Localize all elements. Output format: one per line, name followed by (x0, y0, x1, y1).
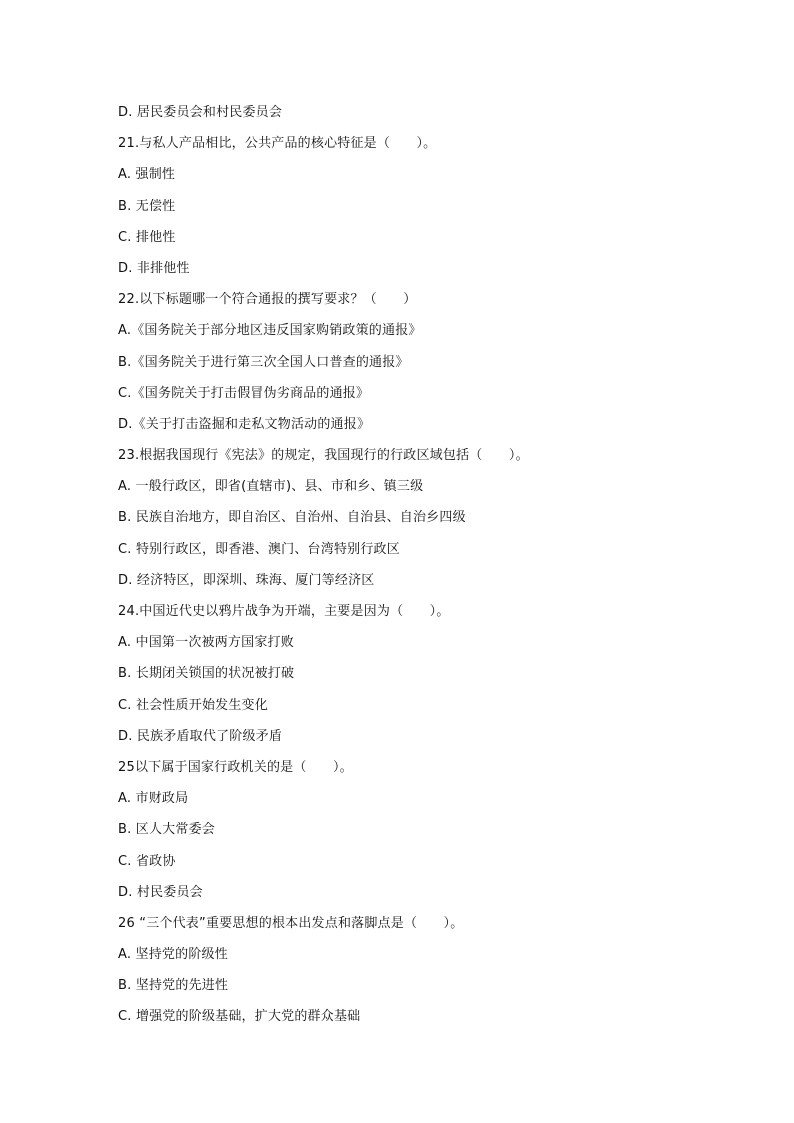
option-line: C. 特别行政区，即香港、澳门、台湾特别行政区 (118, 541, 400, 557)
option-line: A. 市财政局 (118, 791, 189, 807)
option-line: B. 长期闭关锁国的状况被打破 (118, 666, 295, 682)
option-line: C. 社会性质开始发生变化 (118, 697, 268, 713)
option-line: D.《关于打击盗掘和走私文物活动的通报》 (118, 416, 371, 432)
option-line: C. 排他性 (118, 229, 176, 245)
option-line: C.《国务院关于打击假冒伪劣商品的通报》 (118, 385, 370, 401)
question-line: 26 “三个代表”重要思想的根本出发点和落脚点是（ ）。 (118, 915, 464, 931)
question-line: 22.以下标题哪一个符合通报的撰写要求？（ ） (118, 292, 417, 308)
option-line: A. 坚持党的阶级性 (118, 947, 228, 963)
option-line: C. 增强党的阶级基础，扩大党的群众基础 (118, 1009, 361, 1025)
option-line: A. 中国第一次被两方国家打败 (118, 635, 294, 651)
question-line: 23.根据我国现行《宪法》的规定，我国现行的行政区域包括（ ）。 (118, 448, 529, 464)
option-line: A.《国务院关于部分地区违反国家购销政策的通报》 (118, 323, 422, 339)
question-line: 24.中国近代史以鸦片战争为开端，主要是因为（ ）。 (118, 604, 450, 619)
option-line: C. 省政协 (118, 853, 176, 869)
option-line: D. 经济特区，即深圳、珠海、厦门等经济区 (118, 572, 375, 588)
option-line: A. 强制性 (118, 167, 176, 183)
option-line: D. 民族矛盾取代了阶级矛盾 (118, 728, 283, 744)
option-line: B. 区人大常委会 (118, 822, 215, 838)
option-line: B. 无偿性 (118, 198, 176, 214)
option-line: B. 民族自治地方，即自治区、自治州、自治县、自治乡四级 (118, 510, 466, 526)
option-line: B.《国务院关于进行第三次全国人口普查的通报》 (118, 354, 409, 370)
option-line: B. 坚持党的先进性 (118, 978, 229, 994)
question-line: 21.与私人产品相比，公共产品的核心特征是（ ）。 (118, 136, 437, 152)
option-line: A. 一般行政区，即省(直辖市)、县、市和乡、镇三级 (118, 479, 424, 495)
option-line: D. 非排他性 (118, 260, 190, 276)
question-line: 25以下属于国家行政机关的是（ ）。 (118, 759, 353, 775)
option-line: D. 村民委员会 (118, 884, 203, 900)
option-line: D. 居民委员会和村民委员会 (118, 105, 283, 120)
question-list (118, 102, 718, 1038)
